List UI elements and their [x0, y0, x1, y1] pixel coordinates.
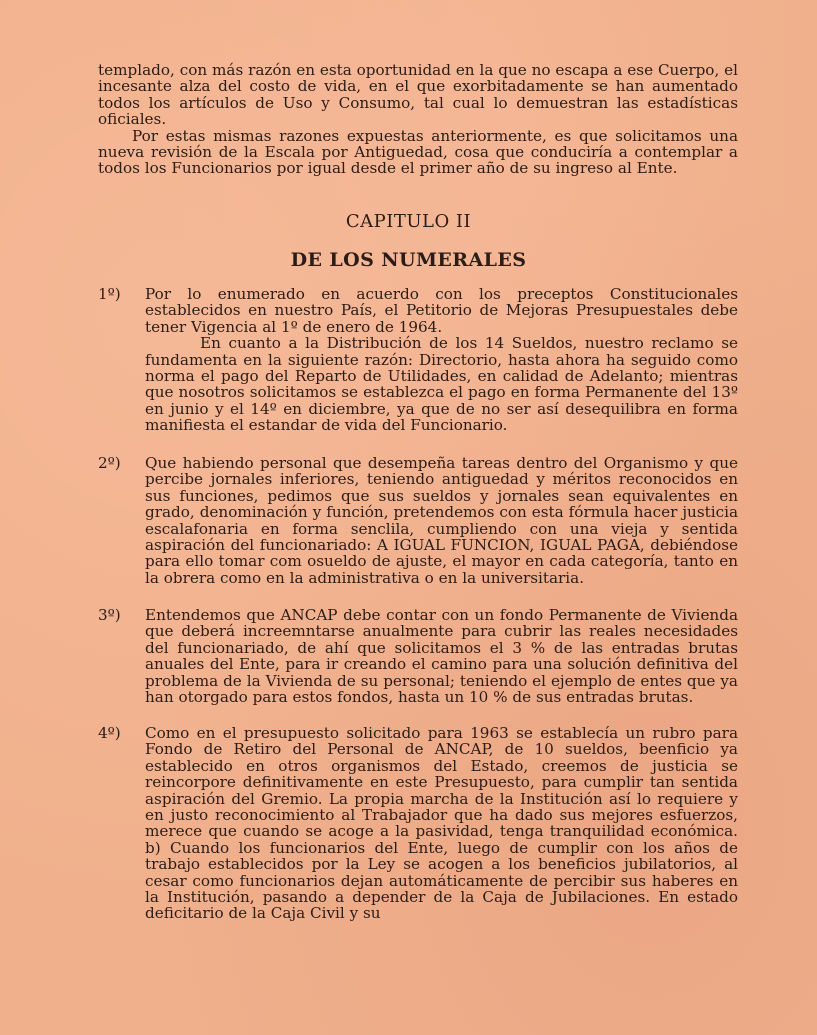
item-number: 4º) — [98, 724, 121, 742]
item-number: 2º) — [98, 454, 121, 472]
item-paragraph: Por lo enumerado en acuerdo con los preceptos Constitucionales establecidos en nuestro País, el Petitorio de Mejoras Presupuestales debe tener Vigencia al 1º de enero de 1964. — [145, 285, 738, 336]
numeral-item-1 — [98, 286, 738, 434]
item-paragraph: Como en el presupuesto solicitado para 1963 se establecía un rubro para Fondo de Retiro del Personal de ANCAP, de 10 sueldos, beenficio ya establecido en otros organismos del Estado, creemos de justicia se reincorpore definitivamente en este Presupuesto, para cumplir tan sentida aspiración del Gremio. La propia marcha de la Institución así lo requiere y en justo reconocimiento al Trabajador que ha dado sus mejores esfuerzos, merece que cuando se acoge a la pasividad, tenga tranquilidad económica. b) Cuando los funcionarios del Ente, luego de cumplir con los años de trabajo establecidos por la Ley se acogen a los beneficios jubilatorios, al cesar como funcionarios dejan automáticamente de percibir sus haberes en la Institución, pasando a depender de la Caja de Jubilaciones. En estado deficitario de la Caja Civil y su — [145, 724, 738, 923]
section-title: DE LOS NUMERALES — [290, 249, 527, 271]
item-paragraph: Que habiendo personal que desempeña tareas dentro del Organismo y que percibe jornales inferiores, teniendo antiguedad y méritos reconocidos en sus funciones, pedimos que sus sueldos y jornales sean equivalentes en grado, denominación y función, pretendemos con esta fórmula hacer justicia escalafonaria en forma senclila, cumpliendo con una vieja y sentida aspiración del funcionariado: A IGUAL FUNCION, IGUAL PAGA, debiéndose para ello tomar com osueldo de ajuste, el mayor en cada categoría, tanto en la obrera como en la administrativa o en la universitaria. — [145, 454, 738, 587]
numeral-item-2 — [98, 455, 738, 586]
numeral-item-3 — [98, 607, 738, 705]
item-paragraph: Entendemos que ANCAP debe contar con un fondo Permanente de Vivienda que deberá increemntarse anualmente para cubrir las reales necesidades del funcionariado, de ahí que solicitamos el 3 % de las entradas brutas anuales del Ente, para ir creando el camino para una solución definitiva del problema de la Vivienda de su personal; teniendo el ejemplo de entes que ya han otorgado para estos fondos, hasta un 10 % de sus entradas brutas. — [145, 606, 738, 707]
item-number: 3º) — [98, 606, 121, 624]
intro-paragraph-2: Por estas mismas razones expuestas anteriormente, es que solicitamos una nueva revisión de la Escala por Antiguedad, cosa que conduciría a contemplar a todos los Funcionarios por igual desde el primer año de su ingreso al Ente. — [98, 126, 738, 178]
intro-paragraph-1: templado, con más razón en esta oportunidad en la que no escapa a ese Cuerpo, el incesante alza del costo de vida, en el que exorbitadamente se han aumentado todos los artículos de Uso y Consumo, tal cual lo demuestran las estadísticas oficiales. — [98, 61, 738, 129]
numeral-item-4 — [98, 725, 738, 922]
item-paragraph: En cuanto a la Distribución de los 14 Sueldos, nuestro reclamo se fundamenta en la siguiente razón: Directorio, hasta ahora ha seguido como norma el pago del Reparto de Utilidades, en calidad de Adelanto; mientras que nosotros solicitamos se establezca el pago en forma Permanente del 13º en junio y el 14º en diciembre, ya que de no ser así desequilibra en forma manifiesta el estandar de vida del Funcionario. — [145, 334, 738, 435]
intro-text — [98, 62, 738, 177]
item-number: 1º) — [98, 285, 121, 303]
chapter-title: CAPITULO II — [345, 211, 472, 232]
